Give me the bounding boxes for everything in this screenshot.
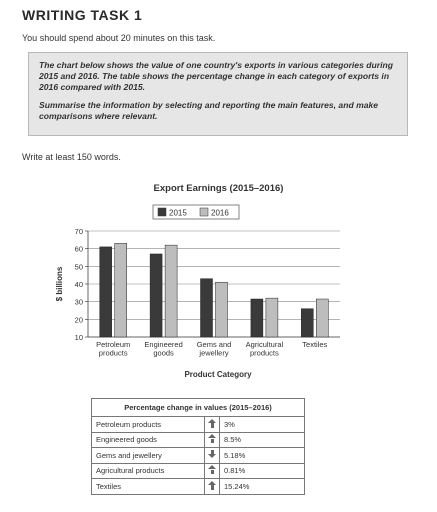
bar-2015-1 <box>150 254 162 337</box>
x-tick-label: products <box>250 348 279 358</box>
table-cell-category: Engineered goods <box>92 432 205 448</box>
table-row <box>92 463 305 479</box>
table-cell-direction <box>205 417 220 433</box>
prompt-box <box>28 52 408 136</box>
prompt-description: The chart below shows the value of one country's exports in various categories during 2015 and 2016. The table shows the percentage change in each category of exports in 2016 compared with 2015. <box>39 60 393 92</box>
arrow-up-icon <box>208 419 216 428</box>
x-tick-label: Petroleum <box>96 340 131 349</box>
table-cell-category: Petroleum products <box>92 417 205 433</box>
table-cell-value: 8.5% <box>220 432 305 448</box>
task-title: WRITING TASK 1 <box>22 7 143 23</box>
x-tick-label: products <box>98 348 128 358</box>
table-cell-category: Agricultural products <box>92 463 205 479</box>
x-axis-label: Product Category <box>184 370 252 379</box>
y-tick-label: 20 <box>74 315 83 325</box>
x-tick-label: goods <box>153 348 174 358</box>
chart-title: Export Earnings (2015–2016) <box>153 183 284 194</box>
table-cell-direction <box>205 448 220 464</box>
table-cell-category: Textiles <box>92 479 205 495</box>
bar-chart <box>0 195 437 385</box>
x-tick-label: Textiles <box>302 340 328 349</box>
x-tick-label: Engineered <box>144 340 183 349</box>
bar-2016-0 <box>115 243 127 337</box>
table-row <box>92 417 305 433</box>
table-cell-value: 0.81% <box>220 463 305 479</box>
bar-2016-1 <box>165 245 177 337</box>
y-tick-label: 60 <box>74 244 83 254</box>
bar-2016-3 <box>266 298 278 337</box>
table-row <box>92 432 305 448</box>
time-instruction: You should spend about 20 minutes on this task. <box>22 33 216 43</box>
table-cell-value: 15.24% <box>220 479 305 495</box>
x-tick-label: Gems and <box>196 340 232 349</box>
x-tick-label: Agricultural <box>245 340 284 349</box>
y-tick-label: 10 <box>74 333 83 342</box>
y-tick-label: 70 <box>74 227 83 236</box>
percentage-change-table <box>91 398 305 495</box>
y-tick-label: 30 <box>74 297 83 307</box>
x-tick-label: jewellery <box>199 348 229 358</box>
table-cell-value: 3% <box>220 417 305 433</box>
legend-label-2015: 2015 <box>169 208 187 218</box>
bar-2015-3 <box>251 299 263 337</box>
table-header-row <box>92 399 305 417</box>
word-count-instruction: Write at least 150 words. <box>22 152 121 162</box>
table-cell-value: 5.18% <box>220 448 305 464</box>
y-tick-label: 50 <box>74 262 83 272</box>
table-header: Percentage change in values (2015–2016) <box>92 399 305 417</box>
table-cell-direction <box>205 479 220 495</box>
arrow-up-icon <box>208 434 216 443</box>
arrow-up-icon <box>208 481 216 490</box>
prompt-instruction: Summarise the information by selecting and reporting the main features, and make comparisons where relevant. <box>39 100 379 121</box>
table-cell-direction <box>205 432 220 448</box>
bar-2015-2 <box>201 279 213 337</box>
bar-2015-0 <box>100 247 112 337</box>
table-cell-category: Gems and jewellery <box>92 448 205 464</box>
table-row <box>92 479 305 495</box>
legend-swatch-2015 <box>158 208 166 216</box>
bar-2015-4 <box>301 309 313 337</box>
table-cell-direction <box>205 463 220 479</box>
bar-2016-2 <box>216 282 228 337</box>
table-row <box>92 448 305 464</box>
bar-2016-4 <box>316 299 328 337</box>
legend-swatch-2016 <box>200 208 208 216</box>
legend-label-2016: 2016 <box>211 208 229 218</box>
y-tick-label: 40 <box>74 280 83 289</box>
arrow-up-icon <box>208 465 216 474</box>
y-axis-label: $ billions <box>55 266 64 302</box>
arrow-down-icon <box>208 450 216 459</box>
